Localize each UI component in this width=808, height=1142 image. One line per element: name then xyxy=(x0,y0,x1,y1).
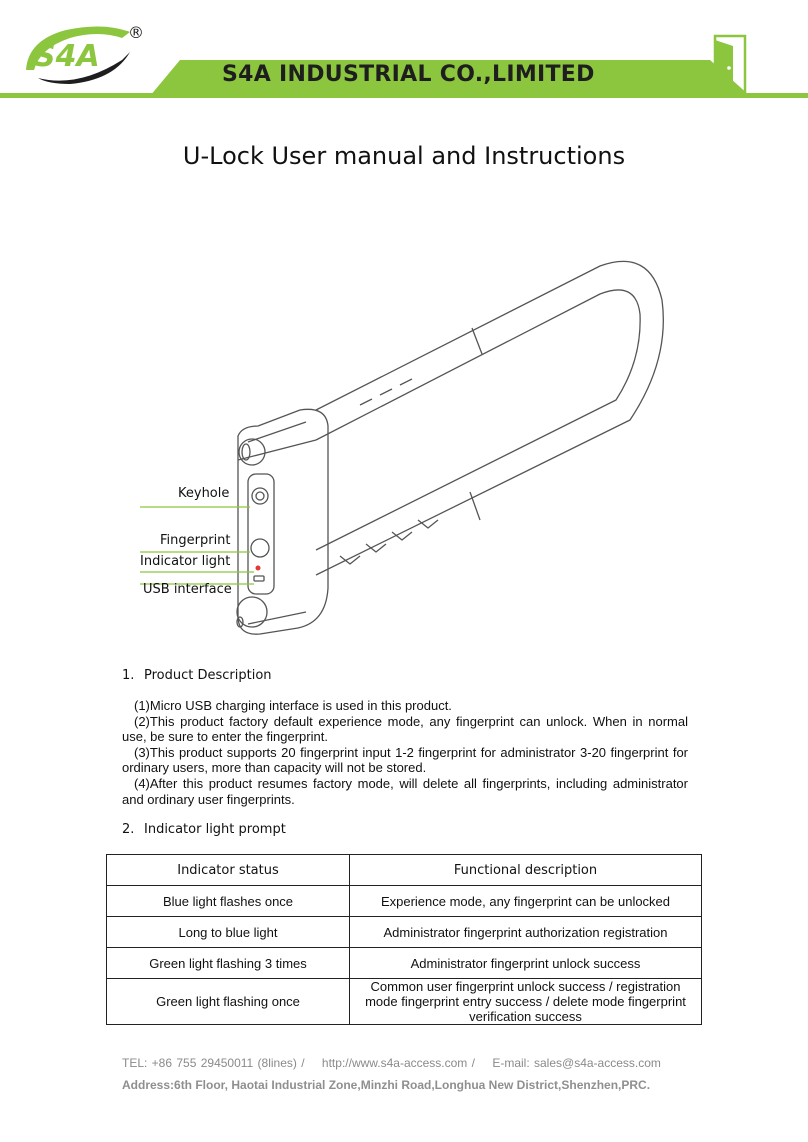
callout-keyhole: Keyhole xyxy=(178,486,230,501)
table-cell: Administrator fingerprint unlock success xyxy=(350,948,702,979)
table-row xyxy=(107,917,702,948)
column-header-status: Indicator status xyxy=(107,855,350,886)
table-row xyxy=(107,948,702,979)
section-2-title: Indicator light prompt xyxy=(144,822,286,837)
callout-usb-interface: USB interface xyxy=(143,582,232,597)
company-name: S4A INDUSTRIAL CO.,LIMITED xyxy=(222,62,595,87)
footer-address: Address:6th Floor, Haotai Industrial Zone,Minzhi Road,Longhua New District,Shenzhen,PRC. xyxy=(122,1078,651,1092)
description-paragraph: (4)After this product resumes factory mode, will delete all fingerprints, including administrator and ordinary user fingerprints. xyxy=(122,775,688,807)
logo-wordmark: S4A xyxy=(34,39,100,74)
section-1-title: Product Description xyxy=(144,668,272,683)
table-cell: Green light flashing 3 times xyxy=(107,948,350,979)
section-2-heading xyxy=(122,822,286,837)
description-paragraph: (3)This product supports 20 fingerprint input 1-2 fingerprint for administrator 3-20 fingerprint for ordinary users, more than capacity will not be stored. xyxy=(122,744,688,776)
registered-mark: ® xyxy=(128,23,144,42)
table-cell: Green light flashing once xyxy=(107,979,350,1025)
description-paragraph: (1)Micro USB charging interface is used in this product. xyxy=(134,698,452,713)
table-cell: Blue light flashes once xyxy=(107,886,350,917)
indicator-light-dot xyxy=(256,566,261,571)
column-header-description: Functional description xyxy=(350,855,702,886)
callout-indicator-light: Indicator light xyxy=(140,554,231,569)
section-2-number: 2. xyxy=(122,822,135,837)
page-header xyxy=(0,0,808,100)
footer-website-link[interactable]: http://www.s4a-access.com / xyxy=(321,1056,475,1070)
table-cell: Experience mode, any fingerprint can be unlocked xyxy=(350,886,702,917)
callout-fingerprint: Fingerprint xyxy=(160,533,231,548)
table-row xyxy=(107,979,702,1025)
product-description xyxy=(122,698,688,807)
section-1-heading xyxy=(122,668,272,683)
footer-tel: TEL: +86 755 29450011 (8lines) / xyxy=(122,1056,305,1070)
footer-contact-line xyxy=(122,1056,661,1070)
footer-email-link[interactable]: E-mail: sales@s4a-access.com xyxy=(492,1056,661,1070)
indicator-table xyxy=(106,854,702,1025)
s4a-logo xyxy=(18,18,148,90)
door-icon xyxy=(709,34,749,94)
table-cell: Long to blue light xyxy=(107,917,350,948)
page-title: U-Lock User manual and Instructions xyxy=(182,142,626,170)
table-cell: Common user fingerprint unlock success / registration mode fingerprint entry success / delete mode fingerprint verification success xyxy=(350,979,702,1025)
description-paragraph: (2)This product factory default experience mode, any fingerprint can unlock. When in normal use, be sure to enter the fingerprint. xyxy=(122,713,688,745)
table-header-row xyxy=(107,855,702,886)
table-row xyxy=(107,886,702,917)
section-1-number: 1. xyxy=(122,668,135,683)
table-cell: Administrator fingerprint authorization registration xyxy=(350,917,702,948)
